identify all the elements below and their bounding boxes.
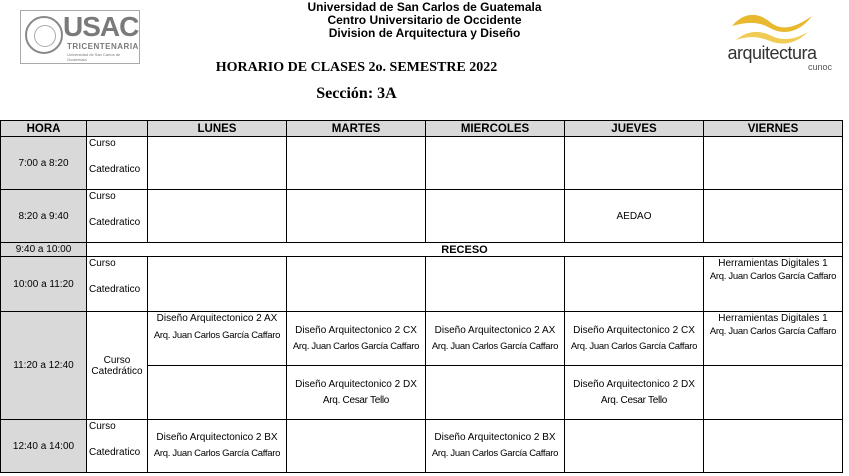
table-row (1, 420, 843, 473)
schedule-cell-course (565, 312, 704, 366)
hour-cell: 11:20 a 12:40 (1, 312, 87, 420)
curso-label: Curso (89, 421, 116, 432)
curso-catedratico-cell (87, 137, 148, 190)
professor-name: Arq. Juan Carlos García Caffaro (709, 271, 837, 282)
hour-cell: 8:20 a 9:40 (1, 190, 87, 243)
header-martes: MARTES (287, 121, 426, 137)
course-name: Herramientas Digitales 1 (718, 313, 828, 324)
schedule-cell (704, 137, 843, 190)
catedratico-label: Catedratico (89, 447, 141, 458)
header-blank (87, 121, 148, 137)
schedule-cell-course (287, 366, 426, 420)
schedule-cell-aedao: AEDAO (565, 190, 704, 243)
course-name: Diseño Arquitectonico 2 AX (434, 324, 556, 336)
table-row (1, 312, 843, 366)
schedule-cell (426, 137, 565, 190)
curso-label: Curso (89, 258, 116, 269)
hour-cell: 10:00 a 11:20 (1, 257, 87, 312)
course-name: Diseño Arquitectonico 2 DX (573, 378, 695, 390)
hour-cell: 12:40 a 14:00 (1, 420, 87, 473)
catedratico-label: Catedrático (91, 365, 143, 377)
schedule-cell (148, 257, 287, 312)
table-row (1, 137, 843, 190)
course-name: Diseño Arquitectonico 2 BX (156, 432, 278, 443)
header-lunes: LUNES (148, 121, 287, 137)
usac-logo-text: USAC (63, 11, 139, 42)
course-name: Diseño Arquitectonico 2 CX (295, 324, 417, 336)
schedule-cell-course (426, 420, 565, 473)
usac-logo (20, 10, 140, 64)
schedule-cell-course (426, 312, 565, 366)
hour-cell: 9:40 a 10:00 (1, 243, 87, 257)
schedule-table (0, 120, 843, 473)
table-row (1, 257, 843, 312)
schedule-cell (704, 420, 843, 473)
curso-label: Curso (103, 354, 131, 366)
schedule-cell (565, 137, 704, 190)
schedule-cell (287, 420, 426, 473)
header-hora: HORA (1, 121, 87, 137)
schedule-cell (426, 190, 565, 243)
usac-logo-caption: Universidad de San Carlos de Guatemala (67, 52, 121, 62)
professor-name: Arq. Juan Carlos García Caffaro (153, 330, 281, 341)
professor-name: Arq. Juan Carlos García Caffaro (570, 340, 698, 352)
curso-label: Curso (89, 191, 116, 202)
schedule-title: HORARIO DE CLASES 2o. SEMESTRE 2022 (215, 60, 498, 75)
seal-icon (25, 16, 63, 54)
schedule-cell (287, 137, 426, 190)
table-row (1, 190, 843, 243)
header-row (1, 121, 843, 137)
schedule-cell (148, 366, 287, 420)
course-name: Herramientas Digitales 1 (718, 258, 828, 269)
table-row-receso (1, 243, 843, 257)
professor-name: Arq. Cesar Tello (600, 394, 668, 406)
curso-catedratico-cell (87, 312, 148, 420)
usac-logo-subtitle: TRICENTENARIA (67, 42, 139, 51)
course-name: Diseño Arquitectonico 2 DX (295, 378, 417, 390)
course-name: Diseño Arquitectonico 2 AX (156, 313, 278, 324)
course-name: Diseño Arquitectonico 2 BX (434, 432, 556, 443)
professor-name: Arq. Juan Carlos García Caffaro (709, 326, 837, 337)
schedule-cell (148, 137, 287, 190)
curso-catedratico-cell (87, 190, 148, 243)
university-name: Universidad de San Carlos de Guatemala (307, 0, 542, 14)
section-label: Sección: 3A (316, 85, 397, 102)
arq-logo-subtitle: cunoc (807, 62, 832, 72)
schedule-cell (565, 257, 704, 312)
hour-cell: 7:00 a 8:20 (1, 137, 87, 190)
professor-name: Arq. Juan Carlos García Caffaro (292, 340, 420, 352)
schedule-cell (287, 257, 426, 312)
schedule-cell (704, 366, 843, 420)
division-name: Division de Arquitectura y Diseño (328, 26, 521, 40)
schedule-cell-course (148, 312, 287, 366)
schedule-cell (565, 420, 704, 473)
professor-name: Arq. Juan Carlos García Caffaro (431, 448, 559, 459)
schedule-cell (148, 190, 287, 243)
arq-logo-text: arquitectura (727, 43, 817, 63)
catedratico-label: Catedratico (89, 164, 141, 175)
schedule-cell-course (148, 420, 287, 473)
header-viernes: VIERNES (704, 121, 843, 137)
center-name: Centro Universitario de Occidente (327, 13, 522, 27)
curso-catedratico-cell (87, 257, 148, 312)
catedratico-label: Catedratico (89, 284, 141, 295)
receso-cell: RECESO (87, 243, 843, 257)
wave-icon (730, 10, 814, 44)
curso-catedratico-cell (87, 420, 148, 473)
schedule-cell-course (704, 312, 843, 366)
schedule-cell-course (565, 366, 704, 420)
schedule-cell (287, 190, 426, 243)
catedratico-label: Catedratico (89, 217, 141, 228)
arquitectura-logo (712, 10, 832, 74)
schedule-cell-course (287, 312, 426, 366)
professor-name: Arq. Juan Carlos García Caffaro (431, 340, 559, 352)
schedule-cell (426, 257, 565, 312)
schedule-cell-course (704, 257, 843, 312)
professor-name: Arq. Juan Carlos García Caffaro (153, 448, 281, 459)
schedule-cell (426, 366, 565, 420)
professor-name: Arq. Cesar Tello (322, 394, 390, 406)
header-jueves: JUEVES (565, 121, 704, 137)
header-miercoles: MIERCOLES (426, 121, 565, 137)
course-name: Diseño Arquitectonico 2 CX (573, 324, 695, 336)
schedule-cell (704, 190, 843, 243)
curso-label: Curso (89, 138, 116, 149)
